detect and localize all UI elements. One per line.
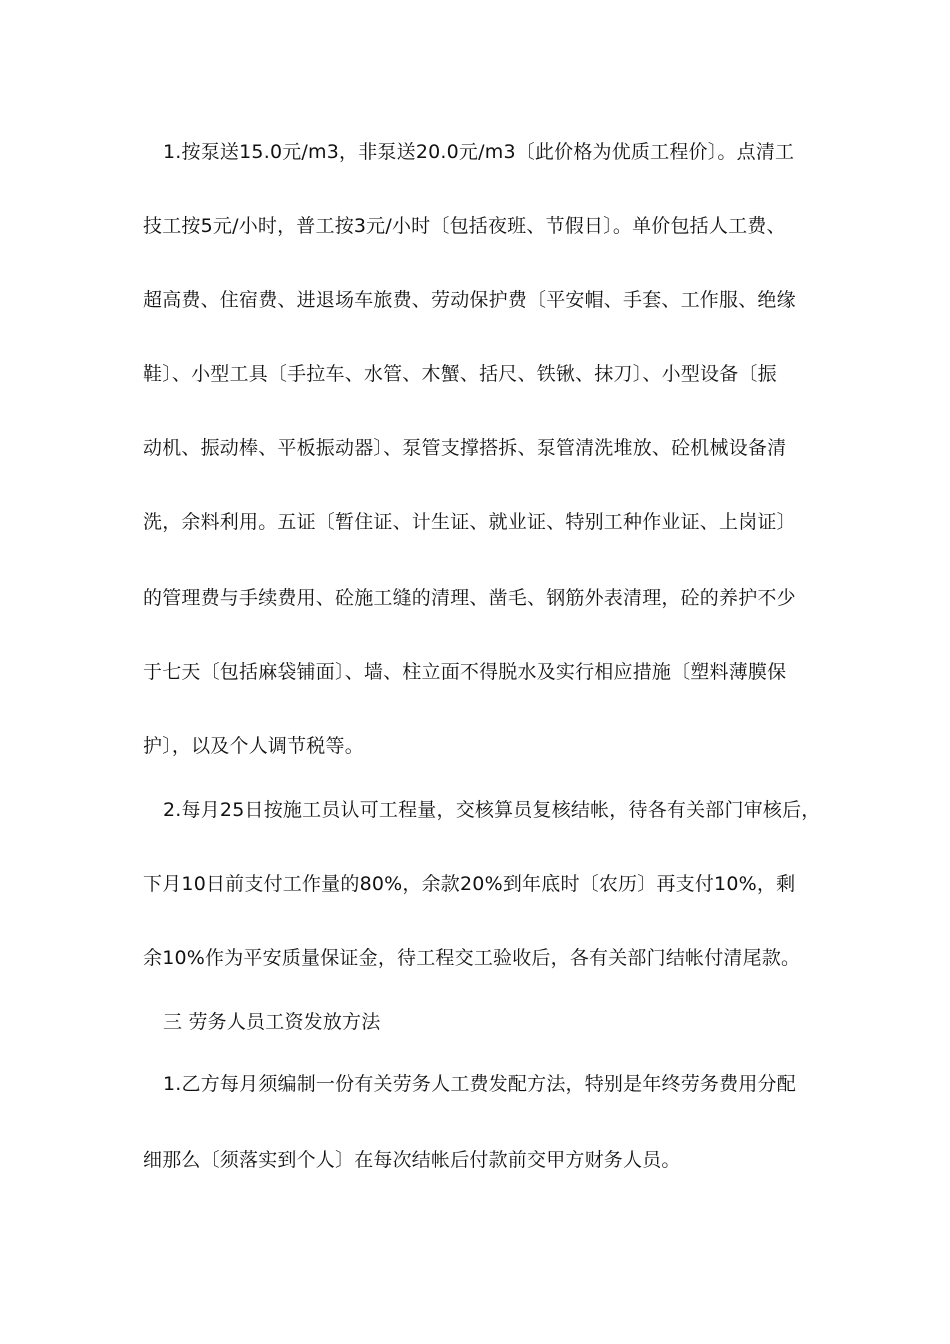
text-line: 于七天〔包括麻袋铺面〕、墙、柱立面不得脱水及实行相应措施〔塑料薄膜保 xyxy=(143,661,787,683)
text-line: 技工按5元/小时，普工按3元/小时〔包括夜班、节假日〕。单价包括人工费、 xyxy=(143,215,786,237)
text-line: 鞋〕、小型工具〔手拉车、水管、木蟹、括尺、铁锹、抹刀〕、小型设备〔振 xyxy=(143,363,777,385)
text-line: 下月10日前支付工作量的80%，余款20%到年底时〔农历〕再支付10%，剩 xyxy=(143,873,796,895)
text-line: 余10%作为平安质量保证金，待工程交工验收后，各有关部门结帐付清尾款。 xyxy=(143,947,801,969)
text-line: 护〕，以及个人调节税等。 xyxy=(143,735,364,757)
section-heading: 三 劳务人员工资发放方法 xyxy=(163,1011,381,1033)
text-line: 细那么〔须落实到个人〕在每次结帐后付款前交甲方财务人员。 xyxy=(143,1149,681,1171)
text-line: 1.按泵送15.0元/m3，非泵送20.0元/m3〔此价格为优质工程价〕。点清工 xyxy=(163,141,795,163)
text-line: 1.乙方每月须编制一份有关劳务人工费发配方法，特别是年终劳务费用分配 xyxy=(163,1073,796,1095)
text-line: 动机、振动棒、平板振动器〕、泵管支撑搭拆、泵管清洗堆放、砼机械设备清 xyxy=(143,437,787,459)
text-line: 2.每月25日按施工员认可工程量，交核算员复核结帐，待各有关部门审核后， xyxy=(163,799,821,821)
text-line: 洗，余料利用。五证〔暂住证、计生证、就业证、特别工种作业证、上岗证〕 xyxy=(143,511,796,533)
text-line: 超高费、住宿费、进退场车旅费、劳动保护费〔平安帽、手套、工作服、绝缘 xyxy=(143,289,796,311)
text-line: 的管理费与手续费用、砼施工缝的清理、凿毛、钢筋外表清理，砼的养护不少 xyxy=(143,587,796,609)
